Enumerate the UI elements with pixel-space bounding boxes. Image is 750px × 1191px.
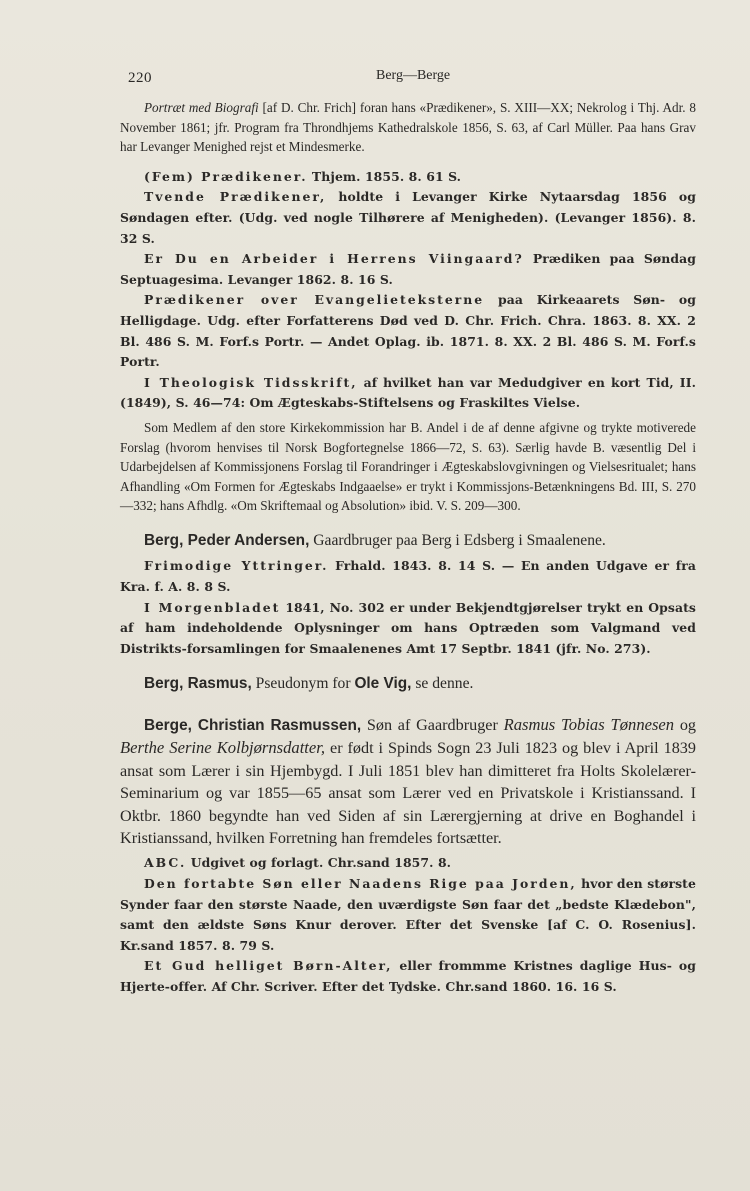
father-name: Rasmus Tobias Tønnesen [503, 715, 675, 735]
work-entry [120, 290, 696, 372]
entry-peder-berg [120, 530, 696, 660]
entry-heading [120, 530, 696, 553]
entry-description: Pseudonym for [251, 675, 355, 693]
portrait-note-lead: Portræt med Biografi [144, 100, 259, 115]
work-entry [120, 373, 696, 414]
work-entry [120, 556, 696, 597]
work-entry [120, 249, 696, 290]
entry-description: Gaardbruger paa Berg i Edsberg i Smaalenene. [309, 531, 606, 549]
work-entry [120, 956, 696, 997]
entry-heading [120, 673, 696, 696]
work-entry [120, 187, 696, 249]
work-details: eller frommme Kristnes daglige Hus- og Hjerte-offer. Af Chr. Scriver. Efter det Tydske. Chr.sand 1860. 16. 16 S. [120, 958, 696, 995]
work-title: Et Gud helliget Børn-Alter, [144, 958, 393, 974]
page-number: 220 [128, 70, 152, 86]
work-title: (Fem) Prædikener. [144, 168, 308, 184]
bio-text-2: og [674, 716, 697, 735]
work-details: hvor den største Synder faar den største Naade, den uværdigste Søn faar det „bedste Klædebon", samt den ældste Søns Knur derover. Efter det Svenske [af C. O. Rosenius]. Kr.sand 1857. 8. 79 S. [120, 876, 696, 953]
bio-text-3: er født i Spinds Sogn 23 Juli 1823 og blev i April 1839 ansat som Lærer i sin Hjembygd. I Juli 1851 blev han dimitteret fra Holts Skolelærer-Seminarium og var 1855—65 ansat som Lærer ved en Privatskole i Kristianssand. I Oktbr. 1860 begyndte han ved Siden af sin Lærergjerning at drive en Boghandel i Kristianssand, hvilken Forretning han fremdeles fortsætter. [120, 739, 696, 848]
work-title: Tvende Prædikener, [144, 189, 327, 205]
work-details: holdte i Levanger Kirke Nytaarsdag 1856 og Søndagen efter. (Udg. ved nogle Tilhørere af Menigheden). (Levanger 1856). 8. 32 S. [120, 189, 696, 246]
work-title: ABC. [144, 855, 187, 871]
work-details: Thjem. 1855. 8. 61 S. [307, 168, 462, 184]
work-entry [120, 874, 696, 956]
work-entry [120, 853, 696, 874]
works-list-berg [120, 167, 696, 414]
entry-name: Berge, Christian Rasmussen, [144, 717, 362, 735]
entry-rasmus-berg [120, 673, 696, 696]
work-title: Er Du en Arbeider i Herrens Viingaard? [144, 251, 524, 267]
work-title: I Theologisk Tidsskrift, [144, 374, 358, 390]
page-body [120, 62, 696, 998]
entry-cross-reference: Ole Vig, [354, 675, 412, 693]
entry-christian-berge [120, 714, 696, 998]
work-details: af hvilket han var Medudgiver en kort Tid, II. (1849), S. 46—74: Om Ægteskabs-Stiftelsens og Fraskiltes Vielse. [120, 374, 697, 411]
work-title: I Morgenbladet [144, 599, 281, 615]
entry-name: Berg, Rasmus, [144, 675, 252, 693]
work-details: Prædiken paa Søndag Septuagesima. Levanger 1862. 8. 16 S. [120, 251, 696, 287]
bio-text-1: Søn af Gaardbruger [361, 716, 504, 735]
running-header [120, 62, 696, 90]
work-title: Frimodige Yttringer. [144, 558, 329, 574]
work-details: 1841, No. 302 er under Bekjendtgjørelser trykt en Opsats af ham indeholdende Oplysninger om hans Optræden som Valgmand ved Distrikts-forsamlingen for Smaalenenes Amt 17 Septbr. 1841 (jfr. No. 273). [120, 599, 697, 656]
portrait-note [120, 98, 696, 157]
entry-name: Berg, Peder Andersen, [144, 531, 310, 549]
work-details: paa Kirkeaarets Søn- og Helligdage. Udg. efter Forfatterens Død ved D. Chr. Frich. Chra. 1863. 8. XX. 2 Bl. 486 S. M. Forf.s Portr. — Andet Oplag. ib. 1871. 8. XX. 2 Bl. 486 S. M. Forf.s Portr. [120, 292, 696, 370]
commission-note: Som Medlem af den store Kirkekommission har B. Andel i de af denne afgivne og trykte motiverede Forslag (hvorom henvises til Norsk Bogfortegnelse 1866—72, S. 63). Særlig havde B. væsentlig Del i Udarbejdelsen af Kommissjonens Forslag til Forandringer i Ægteskabslovgivningen og Vielsesritualet; hans Afhandling «Om Formen for Ægteskabs Indgaaelse» er trykt i Kommissjons-Betænkningens Bd. III, S. 270—332; hans Afhdlg. «Om Skriftemaal og Absolution» ibid. V. S. 209—300. [120, 419, 696, 514]
entry-biography [120, 714, 696, 849]
mother-name: Berthe Serine Kolbjørnsdatter, [120, 738, 326, 758]
entry-description-tail: se denne. [411, 675, 474, 693]
work-entry [120, 598, 696, 660]
running-title: Berg—Berge [376, 68, 451, 83]
portrait-note-text: [af D. Chr. Frich] foran hans «Prædikener», S. XIII—XX; Nekrolog i Thj. Adr. 8 November 1861; jfr. Program fra Throndhjems Kathedralskole 1856, S. 63, af Carl Müller. Paa hans Grav har Levanger Menighed rejst et Mindesmerke. [120, 100, 696, 155]
work-title: Den fortabte Søn eller Naadens Rige paa Jorden, [144, 876, 577, 892]
work-title: Prædikener over Evangelieteksterne [144, 292, 485, 308]
work-details: Udgivet og forlagt. Chr.sand 1857. 8. [186, 855, 452, 871]
work-details: Frhald. 1843. 8. 14 S. — En anden Udgave er fra Kra. f. A. 8. 8 S. [120, 558, 696, 595]
work-entry [120, 167, 696, 188]
